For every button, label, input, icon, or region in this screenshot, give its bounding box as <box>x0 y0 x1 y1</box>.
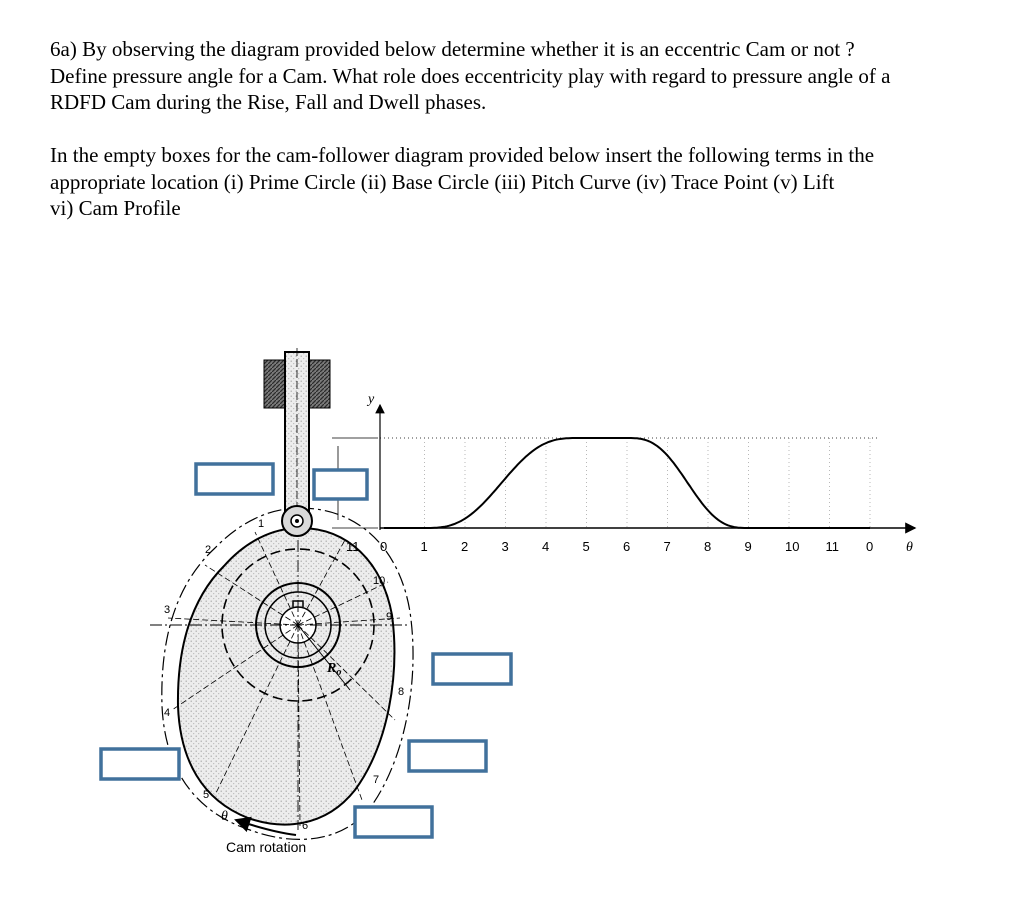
station-gridlines <box>425 438 871 528</box>
cam-station-label: 1 <box>258 518 265 530</box>
question-line: RDFD Cam during the Rise, Fall and Dwell phases. <box>50 90 487 114</box>
y-axis-label: y <box>368 392 375 407</box>
question-line: 6a) By observing the diagram provided below determine whether it is an eccentric Cam or not ? <box>50 37 855 61</box>
trace-point-dot <box>295 519 299 523</box>
station-tick-label: 11 <box>825 539 839 554</box>
cam-station-label: 9 <box>386 611 393 623</box>
station-tick-labels <box>346 539 873 554</box>
station-tick-label: 0 <box>380 539 388 554</box>
base-radius-subscript: o <box>336 667 342 678</box>
question-line: Define pressure angle for a Cam. What role does eccentricity play with regard to pressure angle of a <box>50 63 891 88</box>
cam-profile <box>178 528 394 825</box>
instruction-line: In the empty boxes for the cam-follower diagram provided below insert the following terms in the <box>50 143 875 167</box>
station-tick-label: 3 <box>501 539 509 554</box>
cam-station-label: 6 <box>302 820 309 832</box>
answer-box-6[interactable] <box>355 807 432 837</box>
station-tick-label: 6 <box>623 539 631 554</box>
rotation-caption: Cam rotation <box>226 839 307 855</box>
station-tick-label: 4 <box>542 539 550 554</box>
station-tick-label: 0 <box>866 539 874 554</box>
cam-station-label: 8 <box>398 686 405 698</box>
answer-box-2[interactable] <box>314 470 367 499</box>
cam-group <box>150 508 413 855</box>
station-tick-label: 7 <box>663 539 671 554</box>
cam-station-label: 3 <box>164 604 171 616</box>
cam-station-label: 4 <box>164 707 171 719</box>
instruction-line: vi) Cam Profile <box>50 196 181 220</box>
cam-station-label: 7 <box>373 774 380 786</box>
cam-station-label: 5 <box>203 789 210 801</box>
displacement-diagram <box>332 392 915 555</box>
station-tick-label: 10 <box>785 539 800 554</box>
station-tick-label: 8 <box>704 539 712 554</box>
station-tick-label: 9 <box>744 539 752 554</box>
station-tick-label: 11 <box>346 539 360 554</box>
answer-box-5[interactable] <box>101 749 179 779</box>
answer-box-1[interactable] <box>196 464 273 494</box>
follower-group <box>264 348 330 536</box>
cam-station-label: 10 <box>373 575 386 587</box>
theta-axis-label: θ <box>906 540 913 555</box>
instruction-line: appropriate location (i) Prime Circle (ii) Base Circle (iii) Pitch Curve (iv) Trace Point (v) Lift <box>50 169 835 194</box>
base-radius-symbol: R <box>327 661 337 676</box>
rotation-symbol: θ <box>221 809 228 824</box>
station-tick-label: 1 <box>420 539 428 554</box>
answer-box-3[interactable] <box>433 654 511 684</box>
station-tick-label: 5 <box>582 539 590 554</box>
station-tick-label: 2 <box>461 539 469 554</box>
cam-station-label: 2 <box>205 544 212 556</box>
answer-box-4[interactable] <box>409 741 486 771</box>
